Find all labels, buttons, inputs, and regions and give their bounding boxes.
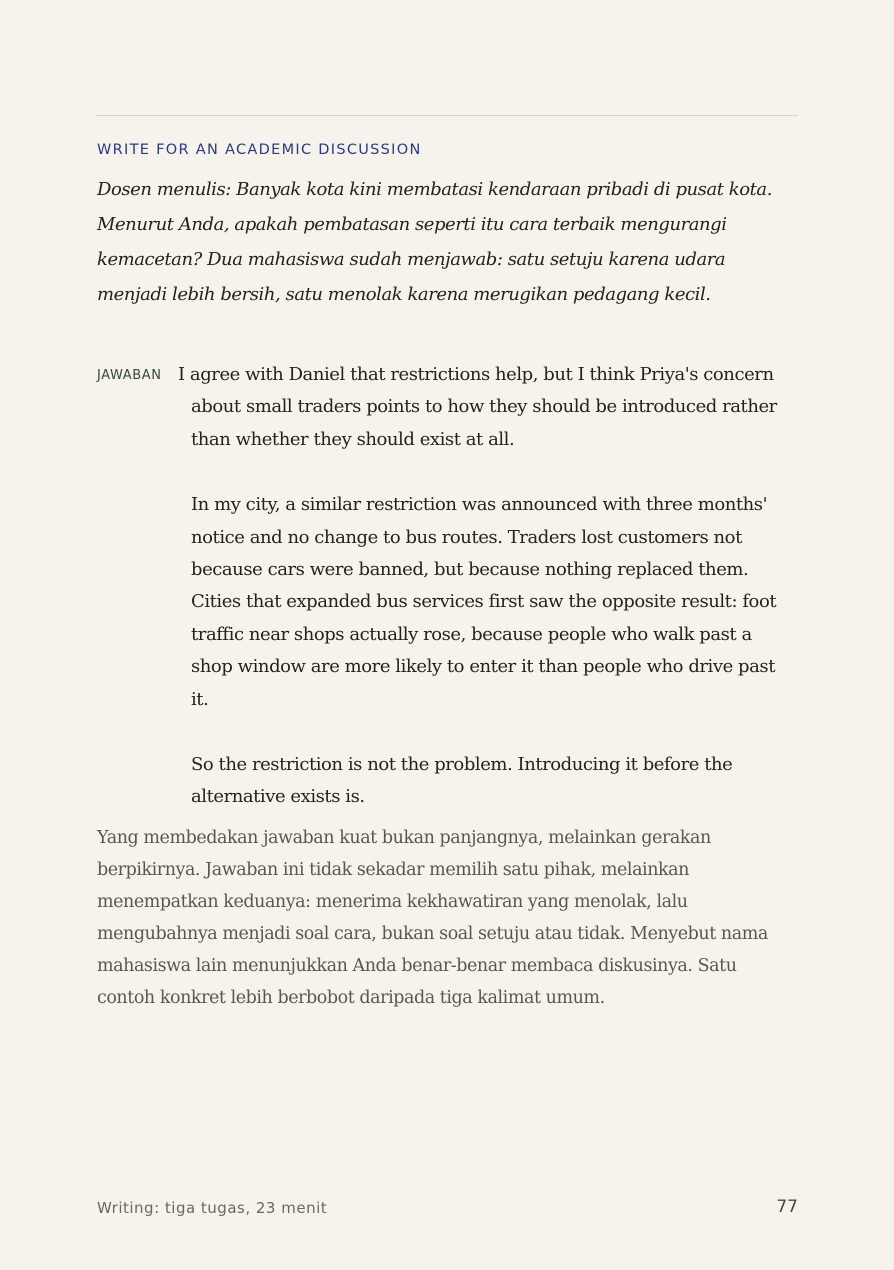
commentary-text: Yang membedakan jawaban kuat bukan panjangnya, melainkan gerakan berpikirnya. Jawaban ini tidak sekadar memilih satu pihak, melainkan menempatkan keduanya: menerima kekhawatiran yang menolak, lalu mengubahnya menjadi soal cara, bukan soal setuju atau tidak. Menyebut nama mahasiswa lain menunjukkan Anda benar-benar membaca diskusinya. Satu contoh konkret lebih berbobot daripada tiga kalimat umum. <box>97 828 768 1008</box>
page-number: 77 <box>776 1197 798 1217</box>
answer-paragraph: I agree with Daniel that restrictions help, but I think Priya's concern about small traders points to how they should be introduced rather than whether they should exist at all. <box>178 364 777 450</box>
section-label: WRITE FOR AN ACADEMIC DISCUSSION <box>97 142 422 158</box>
answer-paragraph: In my city, a similar restriction was announced with three months' notice and no change to bus routes. Traders lost customers not because cars were banned, but because nothing replaced them. Cities that expanded bus services first saw the opposite result: foot traffic near shops actually rose, because people who walk past a shop window are more likely to enter it than people who drive past it. <box>191 494 777 710</box>
answer-paragraph: So the restriction is not the problem. Introducing it before the alternative exists is. <box>191 754 733 808</box>
footer-title: Writing: tiga tugas, 23 menit <box>97 1199 328 1217</box>
answer-tag: JAWABAN <box>97 368 162 383</box>
answer-body <box>178 359 791 814</box>
top-divider <box>96 115 798 116</box>
prompt-text: Dosen menulis: Banyak kota kini membatasi kendaraan pribadi di pusat kota. Menurut Anda, apakah pembatasan seperti itu cara terbaik mengurangi kemacetan? Dua mahasiswa sudah menjawab: satu setuju karena udara menjadi lebih bersih, satu menolak karena merugikan pedagang kecil. <box>97 179 772 305</box>
